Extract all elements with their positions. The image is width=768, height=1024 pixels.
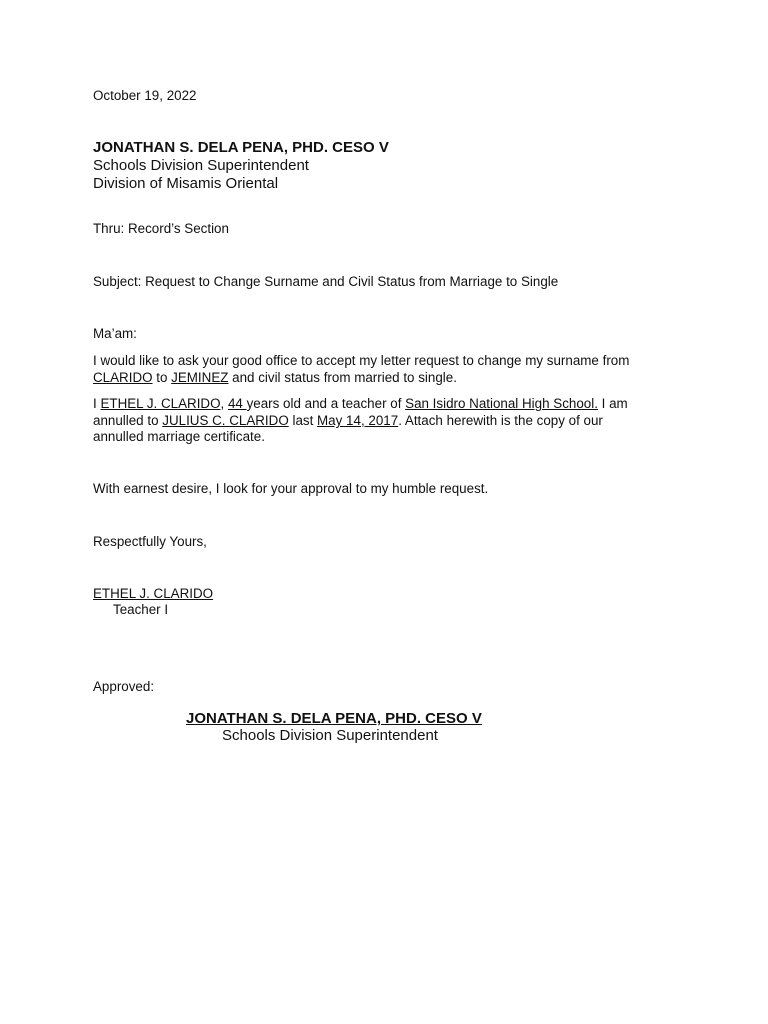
new-surname: JEMINEZ	[171, 370, 229, 385]
text-i: I	[93, 396, 101, 411]
paragraph-1-line-1: I would like to ask your good office to accept my letter request to change my surname from	[93, 353, 630, 368]
paragraph-2-line-1	[93, 395, 628, 412]
signatory-position: Teacher I	[113, 602, 169, 617]
approver-title: Schools Division Superintendent	[222, 727, 438, 744]
signatory-name: ETHEL J. CLARIDO	[93, 586, 214, 601]
school-name: San Isidro National High School.	[405, 396, 598, 411]
paragraph-2-line-3: annulled marriage certificate.	[93, 429, 265, 444]
approver-name: JONATHAN S. DELA PENA, PHD. CESO V	[186, 710, 482, 727]
old-surname: CLARIDO	[93, 370, 153, 385]
paragraph-1-tail: and civil status from married to single.	[228, 370, 457, 385]
writer-name: ETHEL J. CLARIDO	[100, 396, 221, 411]
closing-paragraph: With earnest desire, I look for your approval to my humble request.	[93, 481, 489, 496]
text-mid: years old and a teacher of	[246, 396, 406, 411]
subject-line: Subject: Request to Change Surname and Civil Status from Marriage to Single	[93, 274, 559, 289]
recipient-office: Division of Misamis Oriental	[93, 175, 279, 192]
recipient-title: Schools Division Superintendent	[93, 157, 309, 174]
paragraph-1-line-2	[93, 369, 457, 386]
salutation: Ma’am:	[93, 326, 137, 341]
text-last: last	[288, 413, 318, 428]
approved-label: Approved:	[93, 679, 155, 694]
thru-line: Thru: Record’s Section	[93, 221, 229, 236]
text-tail-2: . Attach herewith is the copy of our	[398, 413, 603, 428]
to-word: to	[152, 370, 172, 385]
complimentary-close: Respectfully Yours,	[93, 534, 207, 549]
spouse-name: JULIUS C. CLARIDO	[162, 413, 289, 428]
writer-age: 44	[227, 396, 247, 411]
annulment-date: May 14, 2017	[317, 413, 399, 428]
text-annulled-to: annulled to	[93, 413, 163, 428]
text-comma: ,	[220, 396, 228, 411]
letter-date: October 19, 2022	[93, 88, 197, 103]
recipient-name: JONATHAN S. DELA PENA, PHD. CESO V	[93, 139, 389, 156]
text-tail-1: I am	[597, 396, 628, 411]
paragraph-2-line-2	[93, 412, 603, 429]
